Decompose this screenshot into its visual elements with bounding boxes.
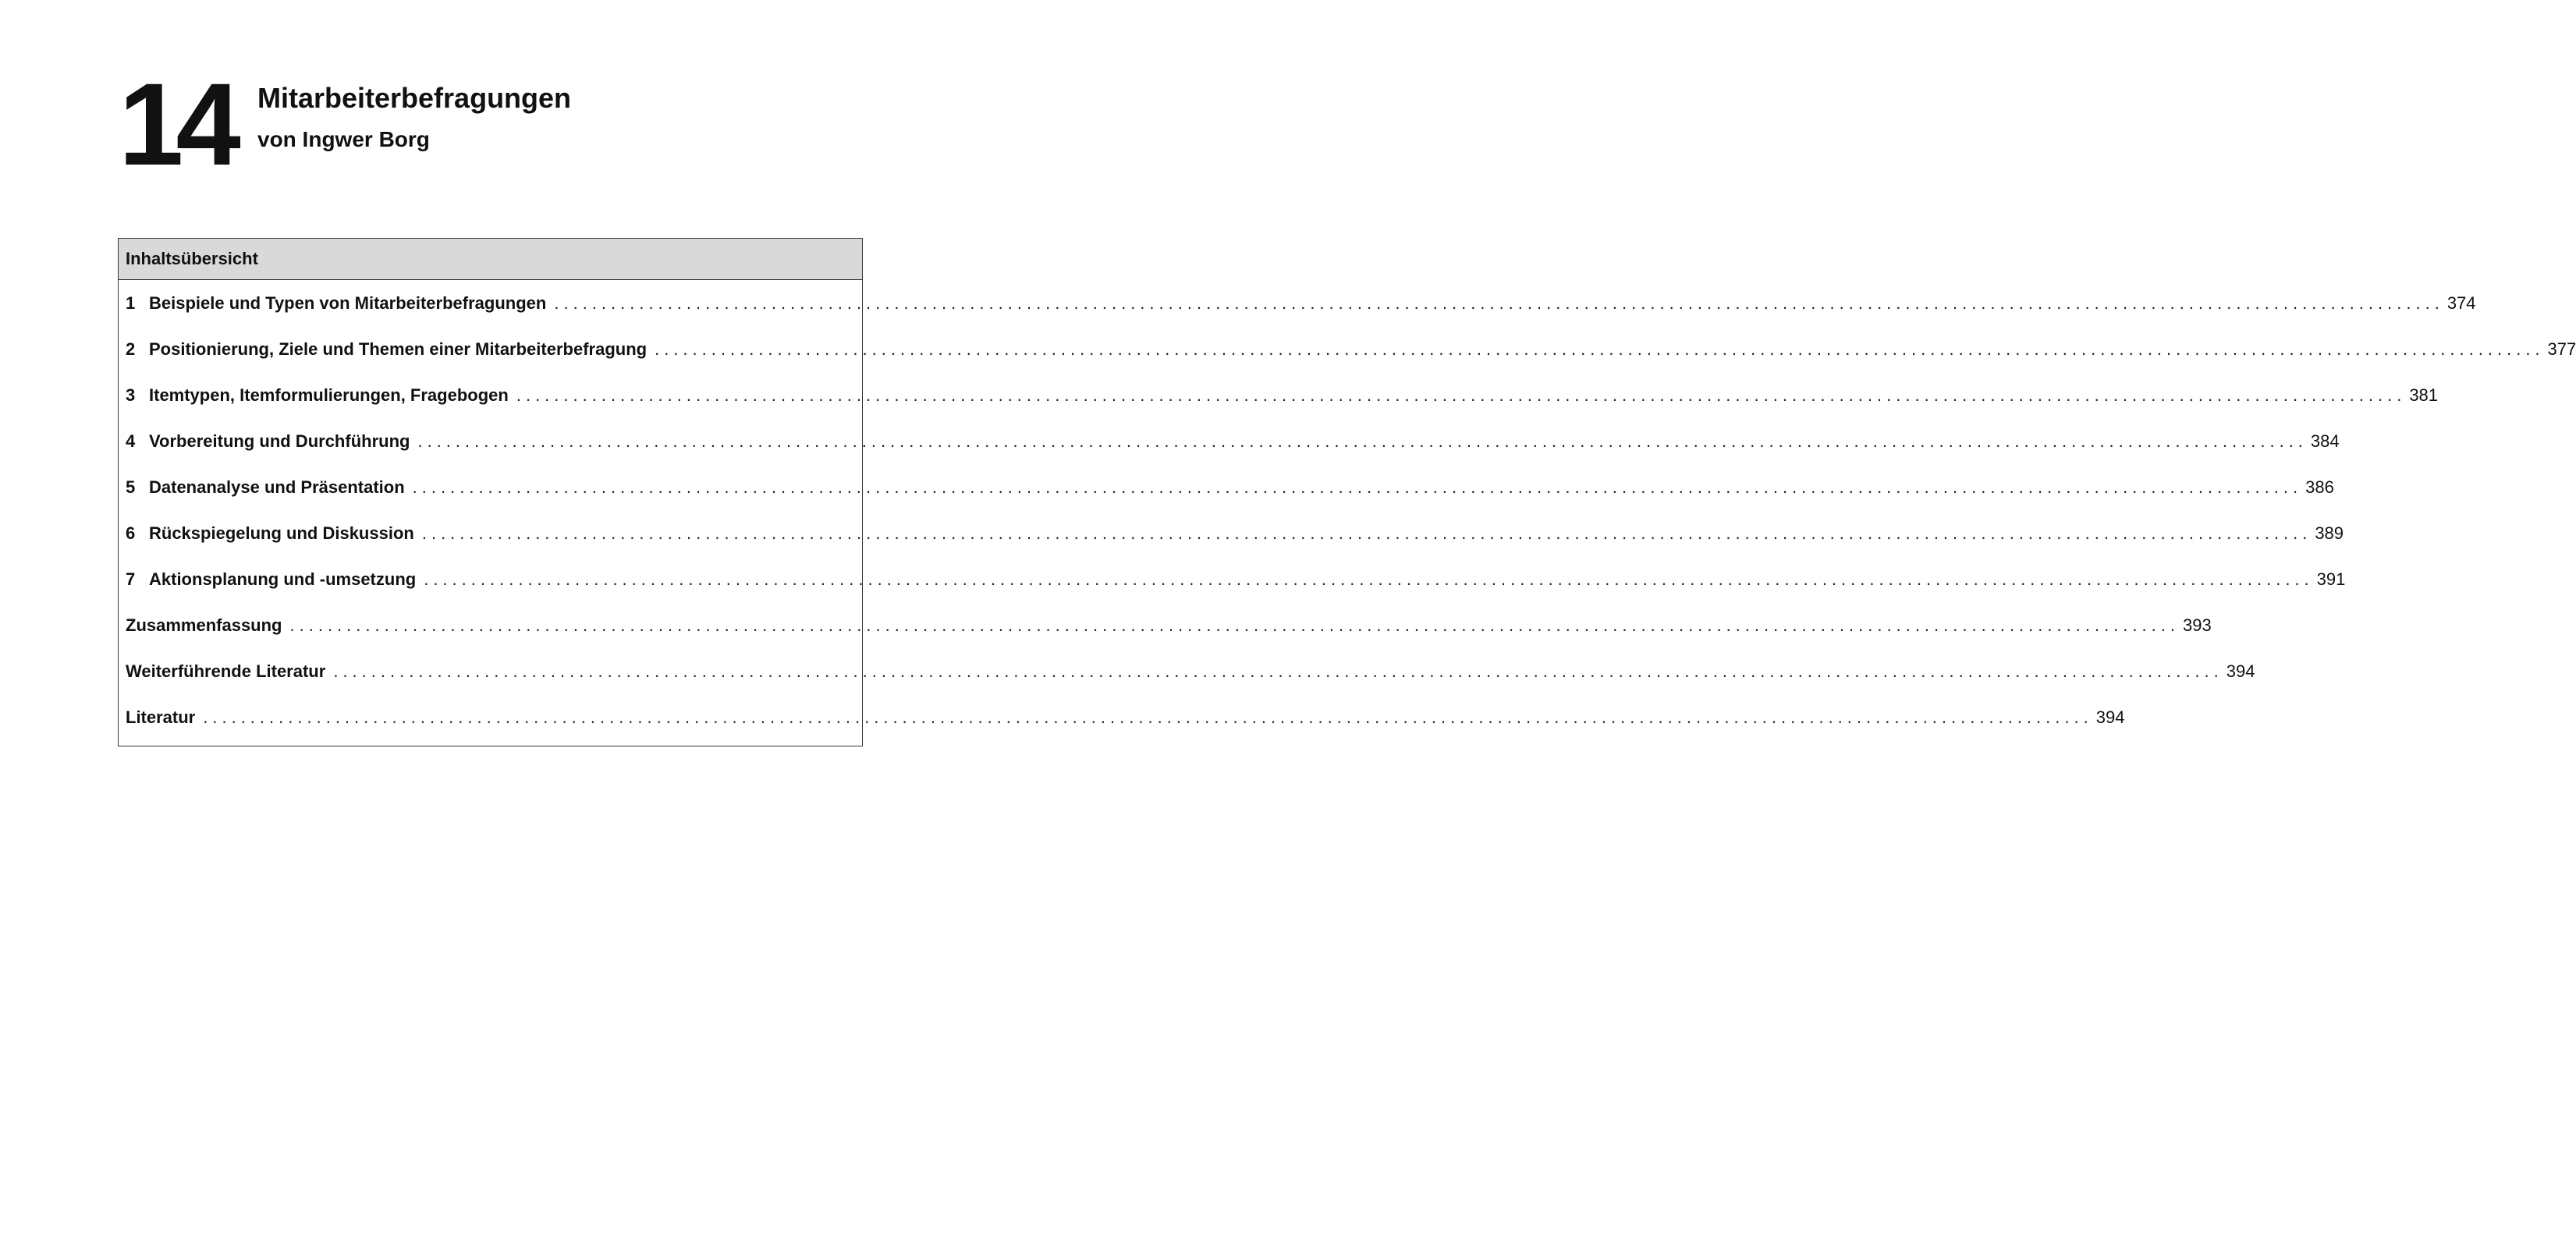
toc-entry-number: 3 [126,385,136,405]
toc-entry-page: 394 [2226,661,2255,681]
toc-entry-page: 394 [2095,707,2125,727]
toc-entry-label: Vorbereitung und Durchführung [149,431,410,451]
toc-dot-leader: ........................................................................................................................................................................................................ [412,477,2303,497]
toc-entry-label: Datenanalyse und Präsentation [149,477,405,497]
toc-dot-leader: ........................................................................................................................................................................................................ [203,707,2093,727]
toc-entry-number: 7 [126,569,136,589]
toc-dot-leader: ........................................................................................................................................................................................................ [554,293,2444,313]
toc-entry[interactable] [126,694,2125,740]
toc-entry-number: 1 [126,293,136,313]
toc-entry-page: 374 [2446,293,2476,313]
toc-entry[interactable] [126,556,2346,602]
toc-entry-page: 389 [2315,523,2344,543]
toc-entry[interactable] [126,648,2255,694]
toc-entry-label: Rückspiegelung und Diskussion [149,523,414,543]
toc-list [119,280,2576,740]
toc-entry-number: 4 [126,431,136,451]
toc-entry[interactable] [126,602,2212,648]
toc-dot-leader: ........................................................................................................................................................................................................ [424,569,2314,589]
toc-entry-page: 384 [2310,431,2340,451]
toc-entry[interactable] [126,418,2340,464]
toc-entry[interactable] [126,280,2476,326]
toc-entry-page: 393 [2182,615,2212,635]
toc-entry-label: Weiterführende Literatur [126,661,326,681]
chapter-number: 14 [119,58,233,190]
toc-entry-page: 386 [2305,477,2334,497]
toc-dot-leader: ........................................................................................................................................................................................................ [516,385,2407,405]
toc-dot-leader: ........................................................................................................................................................................................................ [289,615,2180,635]
toc-entry-label: Literatur [126,707,196,727]
toc-entry-page: 377 [2547,339,2576,359]
toc-entry-page: 391 [2316,569,2346,589]
toc-entry-page: 381 [2409,385,2439,405]
toc-entry-label: Positionierung, Ziele und Themen einer Mitarbeiterbefragung [149,339,648,359]
toc-heading: Inhaltsübersicht [119,239,862,280]
toc-entry[interactable] [126,326,2576,372]
toc-dot-leader: ........................................................................................................................................................................................................ [333,661,2223,681]
toc-entry[interactable] [126,464,2334,510]
chapter-title: Mitarbeiterbefragungen [257,82,572,114]
toc-entry-label: Itemtypen, Itemformulierungen, Fragebogen [149,385,509,405]
toc-dot-leader: ........................................................................................................................................................................................................ [655,339,2545,359]
toc-entry[interactable] [126,510,2344,556]
table-of-contents [118,238,2576,746]
toc-dot-leader: ........................................................................................................................................................................................................ [421,523,2312,543]
toc-dot-leader: ........................................................................................................................................................................................................ [417,431,2308,451]
toc-entry-label: Beispiele und Typen von Mitarbeiterbefragungen [149,293,547,313]
chapter-author: von Ingwer Borg [257,127,430,151]
toc-entry-number: 6 [126,523,136,543]
toc-entry[interactable] [126,372,2439,418]
toc-entry-label: Zusammenfassung [126,615,282,635]
toc-entry-number: 2 [126,339,136,359]
toc-entry-label: Aktionsplanung und -umsetzung [149,569,417,589]
toc-entry-number: 5 [126,477,136,497]
